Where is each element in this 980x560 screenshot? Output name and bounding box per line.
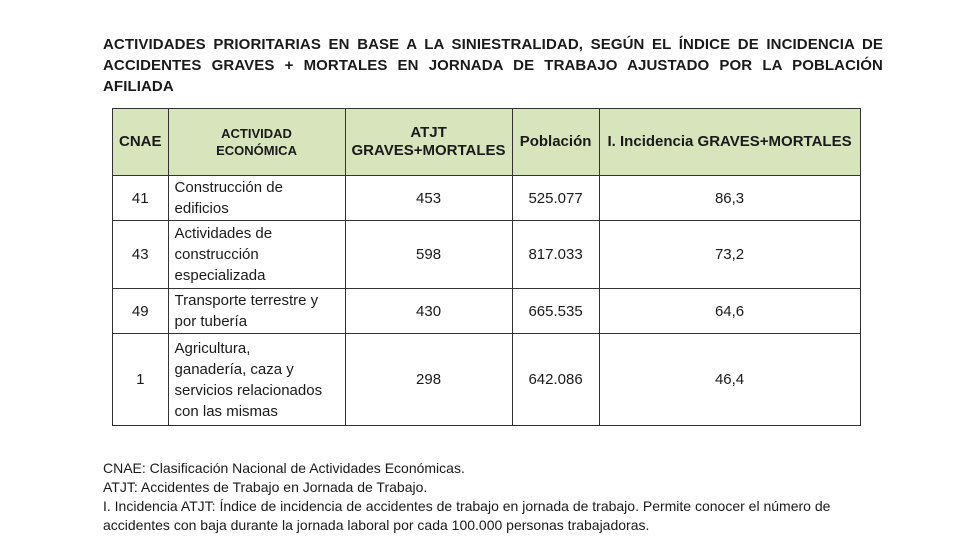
cell-population: 665.535 (512, 289, 599, 334)
cell-cnae: 49 (113, 289, 169, 334)
cell-activity-line: ganadería, caza y (174, 360, 294, 378)
cell-incidence: 46,4 (599, 334, 860, 426)
table-header-row (113, 109, 861, 176)
cell-activity-line: por tubería (174, 313, 248, 330)
cell-incidence: 86,3 (599, 176, 860, 221)
cell-activity-line: edificios (174, 200, 229, 217)
table-row (113, 221, 861, 289)
cell-atjt: 298 (345, 334, 512, 426)
cell-cnae: 1 (113, 334, 169, 426)
cell-population: 525.077 (512, 176, 599, 221)
header-activity-line-1: ACTIVIDAD (221, 126, 292, 141)
cell-population: 817.033 (512, 221, 599, 289)
header-atjt (345, 109, 512, 176)
header-incidence: I. Incidencia GRAVES+MORTALES (599, 109, 860, 176)
cell-activity-line: Transporte terrestre y (174, 292, 319, 309)
note-atjt: ATJT: Accidentes de Trabajo en Jornada de Trabajo. (103, 479, 428, 495)
header-atjt-line-1: ATJT (410, 124, 447, 141)
cell-atjt: 598 (345, 221, 512, 289)
cell-atjt: 430 (345, 289, 512, 334)
table-row (113, 334, 861, 426)
cell-activity-line: Actividades de (174, 225, 273, 242)
cell-activity-line: Agricultura, (174, 339, 251, 357)
cell-cnae: 41 (113, 176, 169, 221)
header-atjt-line-2: GRAVES+MORTALES (351, 142, 506, 159)
table-row (113, 176, 861, 221)
header-population: Población (512, 109, 599, 176)
cell-population: 642.086 (512, 334, 599, 426)
cell-cnae: 43 (113, 221, 169, 289)
cell-activity (168, 221, 345, 289)
cell-activity-line: con las mismas (174, 402, 278, 420)
title-line-1: ACTIVIDADES PRIORITARIAS EN BASE A LA SINIESTRALIDAD, SEGÚN EL ÍNDICE DE INCIDENCIA DE (103, 36, 883, 53)
note-cnae: CNAE: Clasificación Nacional de Actividades Económicas. (103, 460, 465, 476)
header-activity (168, 109, 345, 176)
document-title (103, 34, 883, 97)
footnotes (103, 459, 883, 535)
header-cnae: CNAE (113, 109, 169, 176)
cell-incidence: 64,6 (599, 289, 860, 334)
cell-activity (168, 289, 345, 334)
cell-activity-line: Construcción de (174, 179, 283, 196)
cell-activity-line: especializada (174, 267, 266, 284)
incidence-table (112, 108, 861, 426)
title-line-2: ACCIDENTES GRAVES + MORTALES EN JORNADA DE TRABAJO AJUSTADO POR LA POBLACIÓN AFILIADA (103, 57, 883, 95)
cell-activity-line: construcción (174, 246, 259, 263)
cell-incidence: 73,2 (599, 221, 860, 289)
cell-activity (168, 334, 345, 426)
table-row (113, 289, 861, 334)
cell-activity-line: servicios relacionados (174, 381, 323, 399)
cell-activity (168, 176, 345, 221)
cell-atjt: 453 (345, 176, 512, 221)
note-incidence: I. Incidencia ATJT: Índice de incidencia de accidentes de trabajo en jornada de trabajo. Permite conocer el número de accidentes con baja durante la jornada laboral por cada 100.000 personas trabajadoras. (103, 498, 831, 533)
header-activity-line-2: ECONÓMICA (216, 143, 297, 158)
